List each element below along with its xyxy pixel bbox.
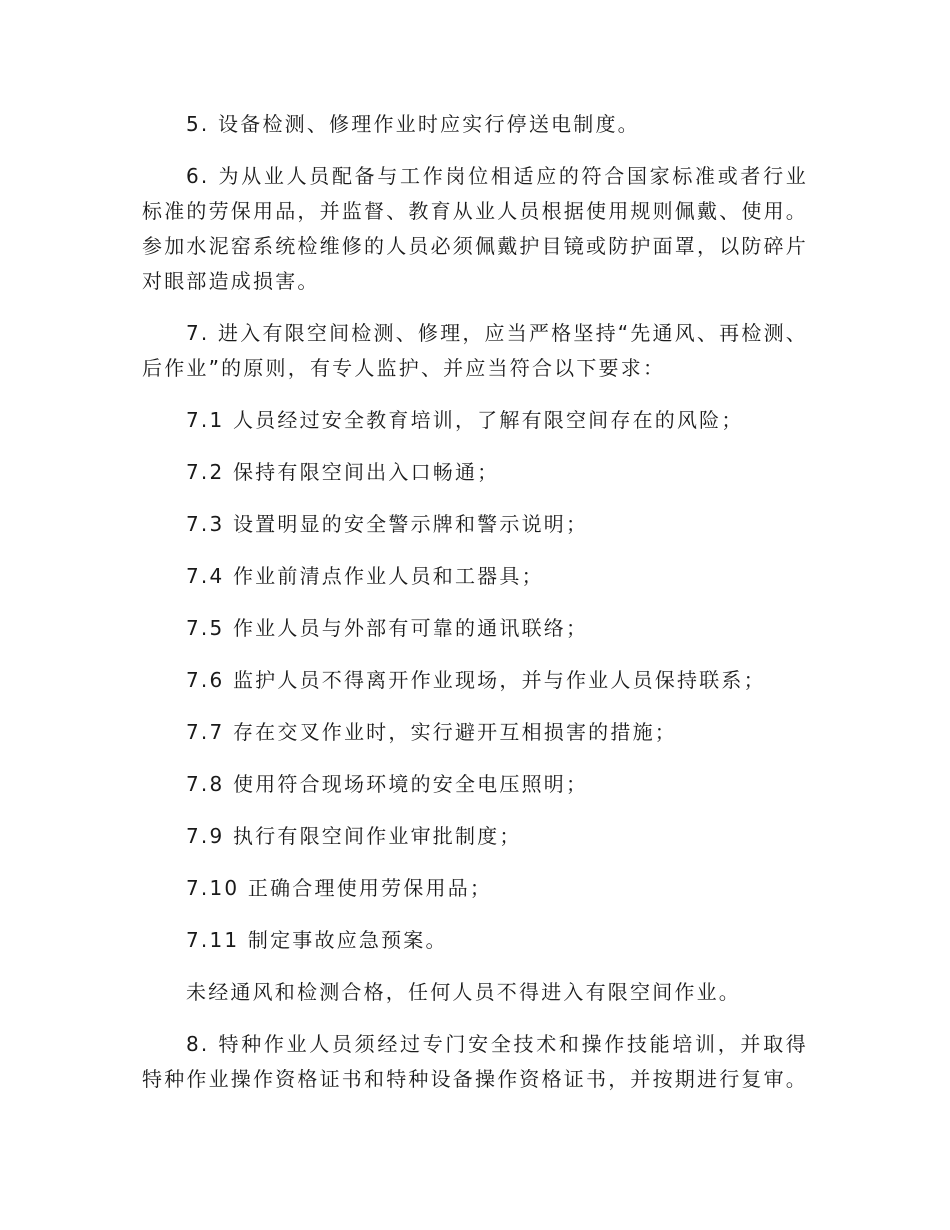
paragraph-item-5: 5. 设备检测、修理作业时应实行停送电制度。 xyxy=(186,112,640,136)
paragraph-item-7-10: 7.10 正确合理使用劳保用品； xyxy=(186,876,493,900)
paragraph-item-7-2: 7.2 保持有限空间出入口畅通； xyxy=(186,460,500,484)
paragraph-item-7-7: 7.7 存在交叉作业时，实行避开互相损害的措施； xyxy=(186,720,677,744)
paragraph-item-7-4: 7.4 作业前清点作业人员和工器具； xyxy=(186,564,544,588)
paragraph-item-6: 6. 为从业人员配备与工作岗位相适应的符合国家标准或者行业标准的劳保用品，并监督、教育从业人员根据使用规则佩戴、使用。参加水泥窑系统检维修的人员必须佩戴护目镜或防护面罩，以防碎片对眼部造成损害。 xyxy=(142,164,808,293)
paragraph-ventilation-note: 未经通风和检测合格，任何人员不得进入有限空间作业。 xyxy=(186,980,741,1004)
paragraph-item-7-6: 7.6 监护人员不得离开作业现场，并与作业人员保持联系； xyxy=(186,668,766,692)
paragraph-item-7-5: 7.5 作业人员与外部有可靠的通讯联络； xyxy=(186,616,589,640)
paragraph-item-7: 7. 进入有限空间检测、修理，应当严格坚持“先通风、再检测、后作业”的原则，有专人监护、并应当符合以下要求： xyxy=(142,321,808,380)
document-body xyxy=(142,107,808,1114)
paragraph-item-7-8: 7.8 使用符合现场环境的安全电压照明； xyxy=(186,772,589,796)
paragraph-item-8: 8. 特种作业人员须经过专门安全技术和操作技能培训，并取得特种作业操作资格证书和特种设备操作资格证书，并按期进行复审。 xyxy=(142,1032,808,1091)
paragraph-item-7-11: 7.11 制定事故应急预案。 xyxy=(186,928,448,952)
paragraph-item-7-3: 7.3 设置明显的安全警示牌和警示说明； xyxy=(186,512,589,536)
paragraph-item-7-9: 7.9 执行有限空间作业审批制度； xyxy=(186,824,522,848)
paragraph-item-7-1: 7.1 人员经过安全教育培训，了解有限空间存在的风险； xyxy=(186,408,744,432)
